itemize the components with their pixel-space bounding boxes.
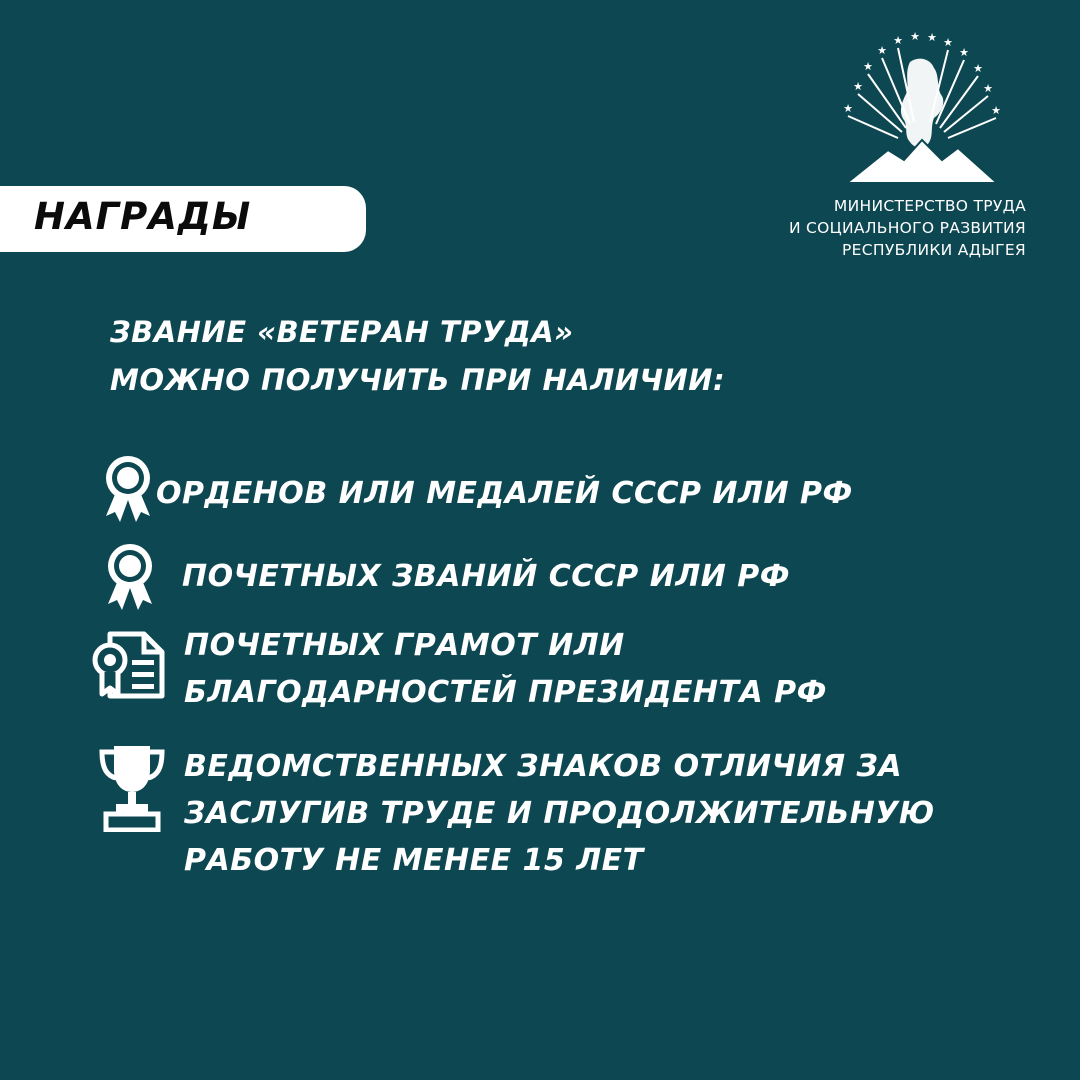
svg-text:★: ★ bbox=[853, 80, 863, 93]
svg-text:★: ★ bbox=[943, 36, 953, 49]
republic-emblem-icon bbox=[818, 32, 1018, 182]
trophy-icon bbox=[96, 742, 168, 832]
heading-line-1: ЗВАНИЕ «ВЕТЕРАН ТРУДА» bbox=[110, 315, 574, 349]
heading-line-2: МОЖНО ПОЛУЧИТЬ ПРИ НАЛИЧИИ: bbox=[110, 363, 726, 397]
list-item-text-line: РАБОТУ НЕ МЕНЕЕ 15 ЛЕТ bbox=[184, 843, 644, 878]
organization-line-2: И СОЦИАЛЬНОГО РАЗВИТИЯ bbox=[788, 219, 1026, 237]
svg-text:★: ★ bbox=[973, 62, 983, 75]
list-item bbox=[184, 743, 935, 884]
list-item-text-line: ОРДЕНОВ ИЛИ МЕДАЛЕЙ СССР ИЛИ РФ bbox=[156, 476, 853, 511]
svg-text:★: ★ bbox=[877, 44, 887, 57]
svg-text:★: ★ bbox=[893, 34, 903, 47]
list-item-text-line: ВЕДОМСТВЕННЫХ ЗНАКОВ ОТЛИЧИЯ ЗА bbox=[184, 749, 903, 784]
list-item-text-line: ПОЧЕТНЫХ ЗВАНИЙ СССР ИЛИ РФ bbox=[182, 559, 791, 594]
svg-text:★: ★ bbox=[959, 46, 969, 59]
certificate-icon bbox=[92, 630, 168, 700]
organization-line-1: МИНИСТЕРСТВО ТРУДА bbox=[833, 197, 1026, 215]
medal-icon bbox=[104, 542, 156, 612]
main-heading bbox=[110, 308, 725, 404]
svg-text:★: ★ bbox=[991, 104, 1001, 117]
list-item bbox=[182, 553, 790, 600]
svg-text:★: ★ bbox=[843, 102, 853, 115]
list-item bbox=[156, 470, 853, 517]
section-badge bbox=[0, 186, 366, 252]
svg-text:★: ★ bbox=[910, 32, 920, 43]
organization-line-3: РЕСПУБЛИКИ АДЫГЕЯ bbox=[842, 241, 1026, 259]
list-item-text-line: ПОЧЕТНЫХ ГРАМОТ ИЛИ bbox=[184, 628, 625, 663]
organization-name bbox=[789, 195, 1026, 261]
svg-text:★: ★ bbox=[863, 60, 873, 73]
svg-text:★: ★ bbox=[927, 32, 937, 44]
list-item-text-line: БЛАГОДАРНОСТЕЙ ПРЕЗИДЕНТА РФ bbox=[184, 675, 827, 710]
list-item-text-line: ЗАСЛУГИВ ТРУДЕ И ПРОДОЛЖИТЕЛЬНУЮ bbox=[184, 796, 935, 831]
list-item bbox=[184, 622, 827, 716]
svg-text:★: ★ bbox=[983, 82, 993, 95]
medal-icon bbox=[102, 454, 154, 524]
section-badge-label: НАГРАДЫ bbox=[34, 195, 252, 238]
